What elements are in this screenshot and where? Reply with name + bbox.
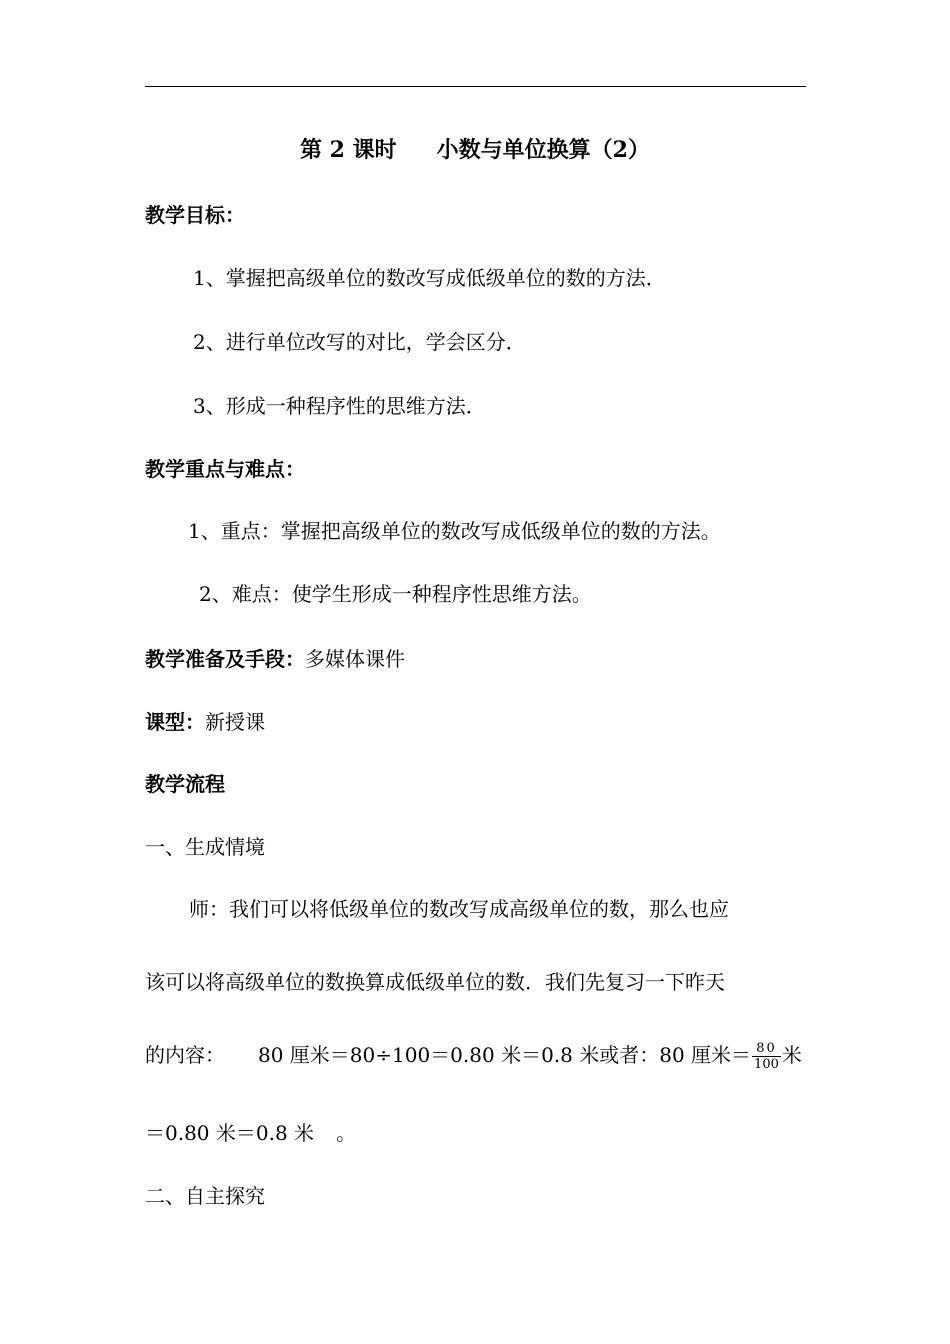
section2-heading: 二、自主探究 bbox=[145, 1184, 265, 1208]
header-rule bbox=[145, 86, 806, 87]
fraction-unit: 米 bbox=[781, 1043, 802, 1067]
fraction-denominator: 100 bbox=[754, 1057, 779, 1072]
sentence-end: 。 bbox=[336, 1121, 357, 1145]
preparation-value: 多媒体课件 bbox=[305, 647, 405, 671]
title-lesson-number: 第 2 课时 bbox=[300, 137, 397, 163]
paragraph-line-4 bbox=[145, 1121, 356, 1145]
lesson-type-label: 课型： bbox=[145, 710, 205, 734]
flow-heading: 教学流程 bbox=[145, 772, 225, 796]
conversion-result: ＝0.80 米＝0.8 米 bbox=[145, 1121, 315, 1145]
paragraph-line-3-prefix: 的内容： bbox=[145, 1043, 225, 1067]
key-points-heading: 教学重点与难点： bbox=[145, 457, 305, 481]
objective-item-2: 2、进行单位改写的对比，学会区分． bbox=[193, 330, 526, 354]
section1-heading: 一、生成情境 bbox=[145, 835, 265, 859]
key-point-item-1: 1、重点：掌握把高级单位的数改写成低级单位的数的方法。 bbox=[188, 519, 721, 543]
preparation-label: 教学准备及手段： bbox=[145, 647, 305, 671]
conversion-expression: 80 厘米＝80÷100＝0.80 米＝0.8 米或者：80 厘米＝ bbox=[258, 1043, 752, 1067]
fraction-numerator: 80 bbox=[752, 1041, 781, 1057]
key-point-item-2: 2、难点：使学生形成一种程序性思维方法。 bbox=[199, 582, 592, 606]
fraction bbox=[752, 1041, 781, 1072]
paragraph-line-1: 师：我们可以将低级单位的数改写成高级单位的数，那么也应 bbox=[189, 897, 729, 921]
lesson-type-line bbox=[145, 710, 265, 734]
paragraph-line-2: 该可以将高级单位的数换算成低级单位的数．我们先复习一下昨天 bbox=[145, 970, 725, 994]
objective-item-1: 1、掌握把高级单位的数改写成低级单位的数的方法． bbox=[193, 266, 666, 290]
objective-item-3: 3、形成一种程序性的思维方法． bbox=[193, 394, 486, 418]
page-title bbox=[0, 138, 950, 162]
lesson-type-value: 新授课 bbox=[205, 710, 265, 734]
preparation-line bbox=[145, 647, 405, 671]
objectives-heading: 教学目标： bbox=[145, 203, 245, 227]
paragraph-line-3-expression bbox=[258, 1036, 802, 1074]
title-topic: 小数与单位换算（2） bbox=[436, 137, 650, 163]
